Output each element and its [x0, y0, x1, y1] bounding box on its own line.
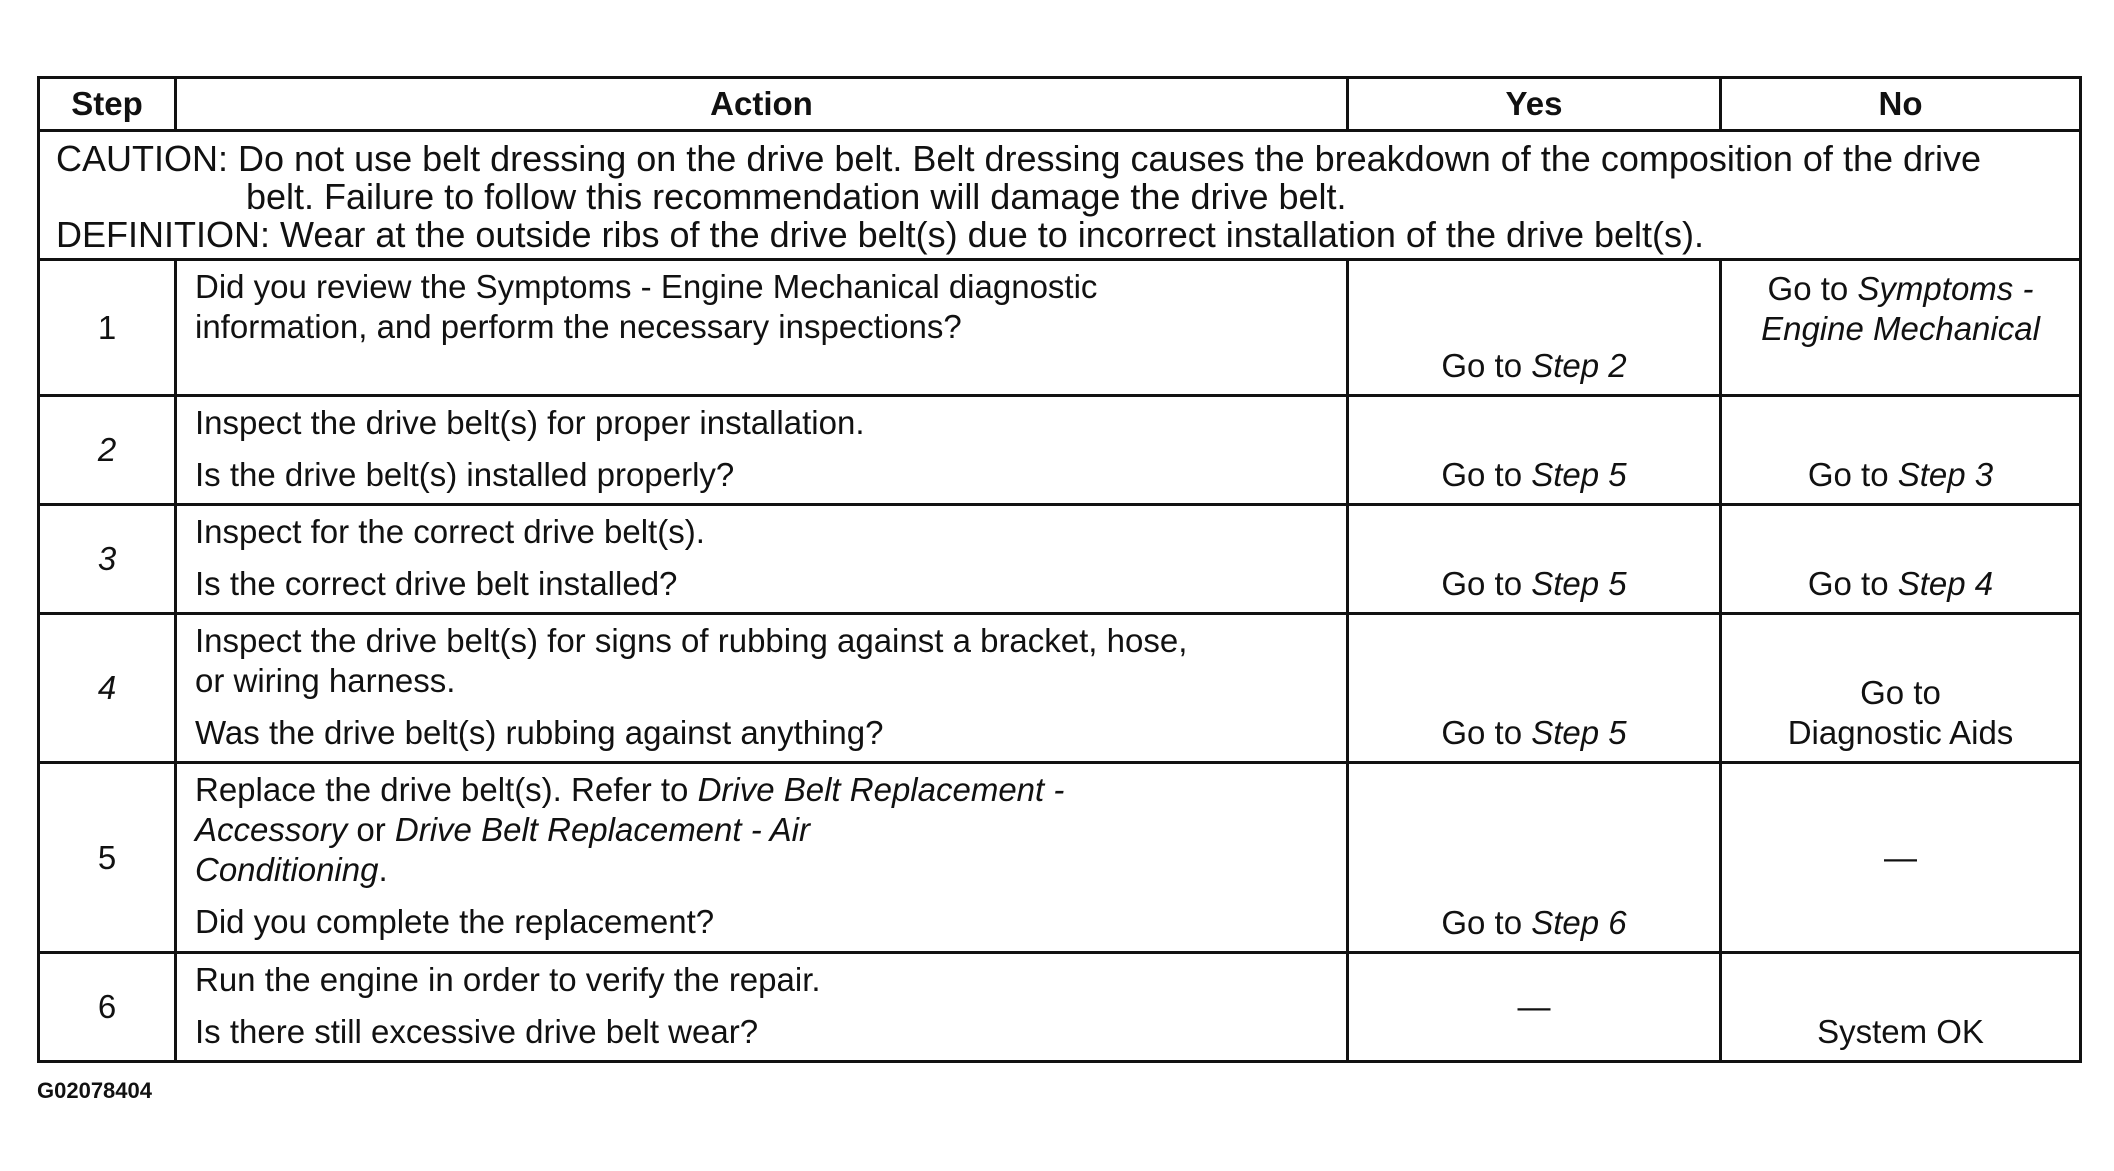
no-diagnostic-aids-link[interactable]: Diagnostic Aids: [1787, 714, 2014, 751]
no-prefix: Go to: [1807, 456, 1898, 493]
action-cell: [176, 260, 1348, 396]
table-row: [39, 260, 2081, 396]
no-cell: [1721, 260, 2081, 396]
yes-cell: [1348, 260, 1721, 396]
definition-text: DEFINITION: Wear at the outside ribs of the drive belt(s) due to incorrect installation of the drive belt(s).: [56, 214, 1705, 255]
header-step: Step: [39, 78, 176, 131]
action-end: .: [378, 851, 388, 888]
yes-prefix: Go to: [1441, 456, 1532, 493]
table-row: [39, 505, 2081, 614]
yes-step-link[interactable]: Step 2: [1531, 347, 1627, 384]
step-number: 1: [39, 260, 176, 396]
no-cell: [1721, 505, 2081, 614]
question-text: Is there still excessive drive belt wear?: [195, 1013, 759, 1050]
action-cell: [176, 953, 1348, 1062]
notes-row: [39, 131, 2081, 260]
question-text: Did you complete the replacement?: [195, 903, 715, 940]
no-step-link[interactable]: Step 3: [1897, 456, 1994, 493]
yes-cell: [1348, 614, 1721, 763]
drive-belt-ac-link-cont[interactable]: Conditioning: [195, 851, 379, 888]
caution-line-2: belt. Failure to follow this recommendation will damage the drive belt.: [246, 176, 1347, 217]
no-dash: —: [1884, 838, 1917, 876]
header-row: [39, 78, 2081, 131]
no-system-ok: System OK: [1817, 1013, 1984, 1050]
step-number: 2: [39, 396, 176, 505]
yes-cell: [1348, 953, 1721, 1062]
yes-prefix: Go to: [1441, 565, 1532, 602]
notes-cell: [39, 131, 2081, 260]
yes-step-link[interactable]: Step 5: [1531, 565, 1627, 602]
action-or: or: [347, 811, 395, 848]
action-cell: [176, 763, 1348, 953]
figure-id: G02078404: [37, 1078, 152, 1103]
action-text: Did you review the Symptoms - Engine Mechanical diagnostic: [195, 268, 1098, 305]
header-action: Action: [176, 78, 1348, 131]
no-symptoms-link-cont[interactable]: Engine Mechanical: [1761, 310, 2040, 347]
table-row: [39, 953, 2081, 1062]
step-number: 5: [39, 763, 176, 953]
drive-belt-ac-link[interactable]: Drive Belt Replacement - Air: [394, 811, 810, 848]
drive-belt-replacement-link-cont[interactable]: Accessory: [195, 811, 348, 848]
action-text: or wiring harness.: [195, 662, 456, 699]
diagnostic-table: [37, 76, 2082, 1063]
no-step-link[interactable]: Step 4: [1897, 565, 1994, 602]
yes-cell: [1348, 763, 1721, 953]
action-text: Inspect for the correct drive belt(s).: [195, 513, 705, 550]
header-yes: Yes: [1348, 78, 1721, 131]
table-row: [39, 763, 2081, 953]
no-cell: [1721, 396, 2081, 505]
action-text: [195, 850, 1332, 890]
action-text: Run the engine in order to verify the repair.: [195, 961, 821, 998]
caution-line-1: CAUTION: Do not use belt dressing on the drive belt. Belt dressing causes the breakdown of the composition of the drive: [56, 138, 1982, 179]
action-text: [195, 770, 1332, 810]
step-number: 4: [39, 614, 176, 763]
yes-prefix: Go to: [1441, 347, 1532, 384]
question-text: Was the drive belt(s) rubbing against anything?: [195, 714, 884, 751]
table-row: [39, 614, 2081, 763]
question-text: Is the drive belt(s) installed properly?: [195, 456, 735, 493]
drive-belt-replacement-link[interactable]: Drive Belt Replacement -: [697, 771, 1065, 808]
step-number: 3: [39, 505, 176, 614]
yes-dash: —: [1517, 988, 1551, 1025]
yes-step-link[interactable]: Step 5: [1531, 456, 1627, 493]
no-prefix: Go to: [1767, 270, 1858, 307]
no-prefix: Go to: [1807, 565, 1898, 602]
action-text: Inspect the drive belt(s) for signs of rubbing against a bracket, hose,: [195, 622, 1188, 659]
action-text: Inspect the drive belt(s) for proper installation.: [195, 404, 865, 441]
question-text: Is the correct drive belt installed?: [195, 565, 678, 602]
yes-cell: [1348, 396, 1721, 505]
yes-cell: [1348, 505, 1721, 614]
header-no: No: [1721, 78, 2081, 131]
yes-step-link[interactable]: Step 5: [1531, 714, 1627, 751]
action-text: information, and perform the necessary inspections?: [195, 308, 962, 345]
yes-step-link[interactable]: Step 6: [1531, 904, 1627, 941]
no-cell: [1721, 953, 2081, 1062]
yes-prefix: Go to: [1441, 904, 1532, 941]
no-symptoms-link[interactable]: Symptoms -: [1857, 270, 2034, 307]
table-row: [39, 396, 2081, 505]
action-prefix: Replace the drive belt(s). Refer to: [195, 771, 698, 808]
no-cell: [1721, 614, 2081, 763]
action-text: [195, 810, 1332, 850]
step-number: 6: [39, 953, 176, 1062]
no-cell: [1721, 763, 2081, 953]
no-goto-text: Go to: [1860, 674, 1941, 711]
action-cell: [176, 505, 1348, 614]
action-cell: [176, 614, 1348, 763]
action-cell: [176, 396, 1348, 505]
yes-prefix: Go to: [1441, 714, 1532, 751]
